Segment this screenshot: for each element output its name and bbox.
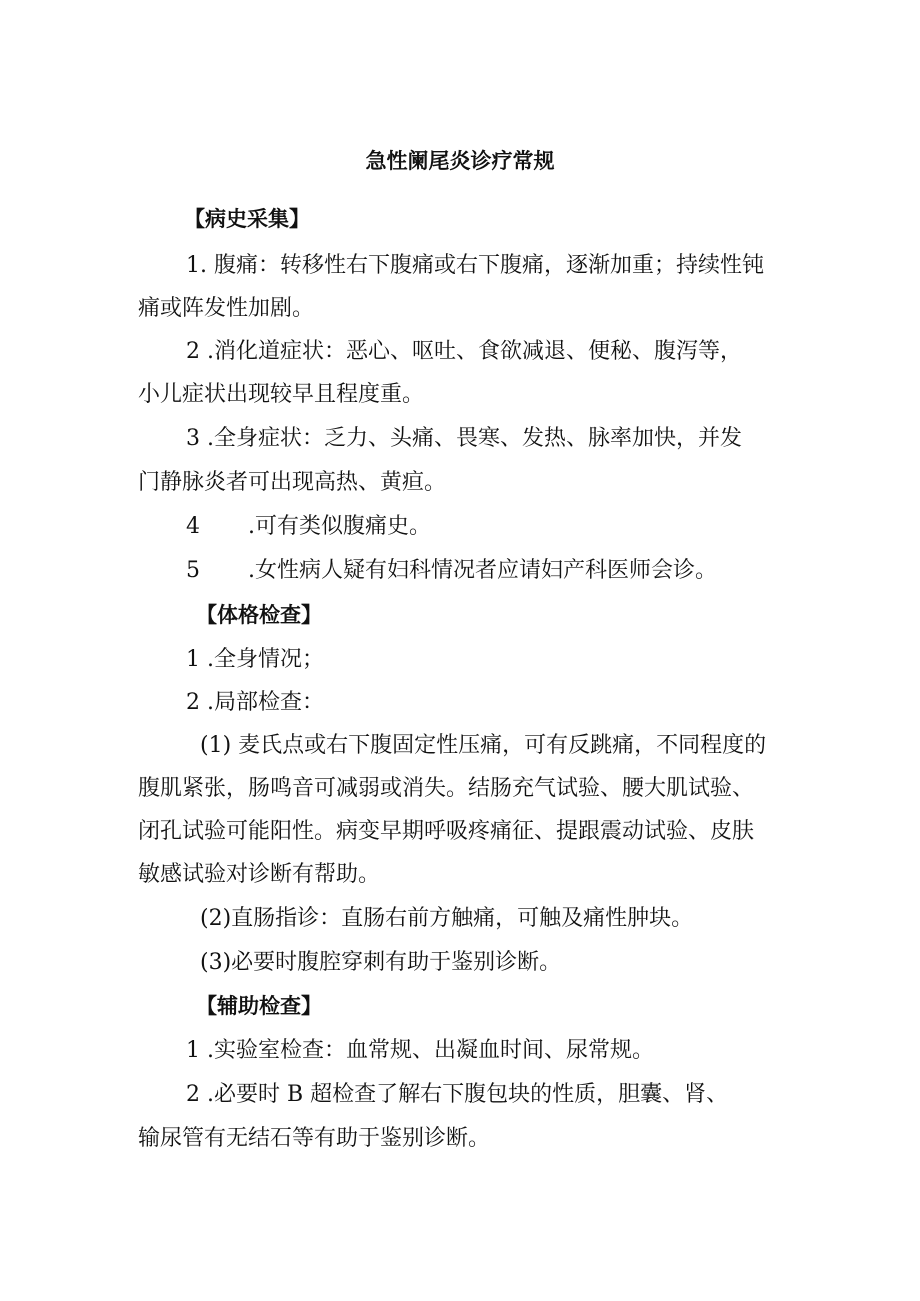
history-item-3-line-1: 3 .全身症状：乏力、头痛、畏寒、发热、脉率加快，并发 [186,426,742,451]
exam-item-2-1-line-2: 腹肌紧张，肠鸣音可减弱或消失。结肠充气试验、腰大肌试验、 [138,776,755,801]
exam-item-1: 1 .全身情况； [186,647,324,672]
document-title: 急性阑尾炎诊疗常规 [365,149,555,173]
history-item-3-line-2: 门静脉炎者可出现高热、黄疸。 [138,470,447,495]
section-heading-physical-exam: 【体格检查】 [196,603,322,627]
item-text: .女性病人疑有妇科情况者应请妇产科医师会诊。 [248,558,717,583]
aux-item-2-line-2: 输尿管有无结石等有助于鉴别诊断。 [138,1126,491,1151]
exam-item-2-3: (3)必要时腹腔穿刺有助于鉴别诊断。 [200,950,562,975]
exam-item-2-1-line-4: 敏感试验对诊断有帮助。 [138,862,381,887]
section-heading-auxiliary-exam: 【辅助检查】 [196,994,322,1018]
history-item-4 [186,512,431,542]
exam-item-2-1-line-3: 闭孔试验可能阳性。病变早期呼吸疼痛征、提跟震动试验、皮肤 [138,819,755,844]
history-item-2-line-1: 2 .消化道症状：恶心、呕吐、食欲减退、便秘、腹泻等， [186,339,742,364]
item-number: 5 [186,558,200,583]
aux-item-1: 1 .实验室检查：血常规、出凝血时间、尿常规。 [186,1038,654,1063]
aux-item-2-line-1: 2 .必要时 B 超检查了解右下腹包块的性质，胆囊、肾、 [186,1082,729,1107]
exam-item-2-1-line-1: (1) 麦氏点或右下腹固定性压痛，可有反跳痛，不同程度的 [200,733,767,758]
history-item-5 [186,556,717,586]
history-item-1-line-1: 1. 腹痛：转移性右下腹痛或右下腹痛，逐渐加重；持续性钝 [186,253,764,278]
item-text: .可有类似腹痛史。 [248,514,431,539]
exam-item-2: 2 .局部检查： [186,690,324,715]
exam-item-2-2: (2)直肠指诊：直肠右前方触痛，可触及痛性肿块。 [200,906,694,931]
item-number: 4 [186,514,200,539]
history-item-2-line-2: 小儿症状出现较早且程度重。 [138,382,425,407]
section-heading-history: 【病史采集】 [184,207,310,231]
history-item-1-line-2: 痛或阵发性加剧。 [138,296,315,321]
